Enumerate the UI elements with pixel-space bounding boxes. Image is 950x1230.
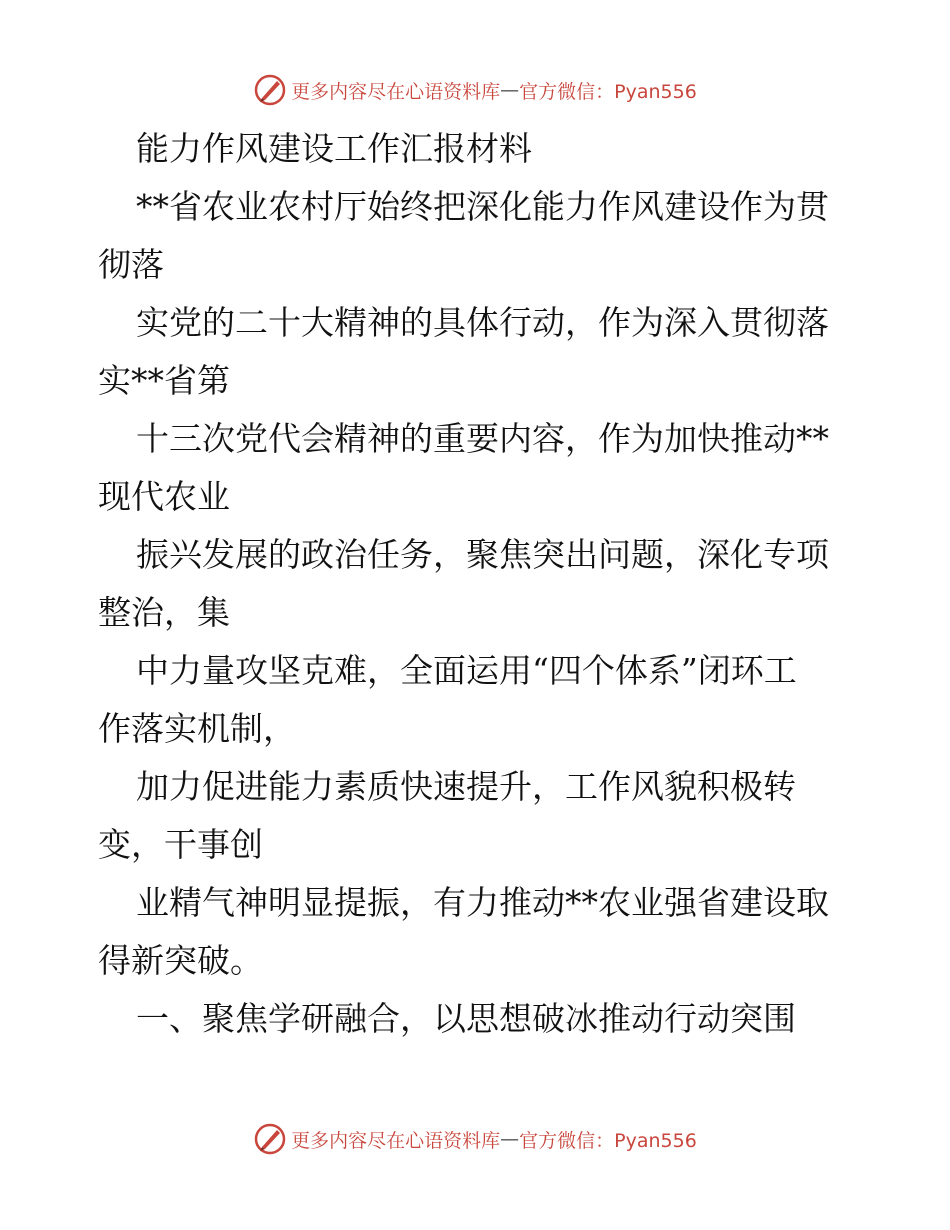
document-line: 实**省第 bbox=[98, 361, 230, 400]
document-line: 加力促进能力素质快速提升，工作风貌积极转 bbox=[136, 767, 796, 806]
document-line: 振兴发展的政治任务，聚焦突出问题，深化专项 bbox=[136, 535, 829, 574]
footer-watermark-banner bbox=[0, 1119, 950, 1159]
document-line: 实党的二十大精神的具体行动，作为深入贯彻落 bbox=[136, 303, 829, 342]
document-line: **省农业农村厅始终把深化能力作风建设作为贯 bbox=[136, 187, 829, 226]
document-line: 业精气神明显提振，有力推动**农业强省建设取 bbox=[136, 883, 829, 922]
banner-contact-text: 官方微信：Pyan556 bbox=[519, 1129, 697, 1152]
document-line: 能力作风建设工作汇报材料 bbox=[136, 129, 532, 168]
header-watermark-banner bbox=[0, 70, 950, 110]
banner-separator: — bbox=[500, 1128, 520, 1150]
document-line: 十三次党代会精神的重要内容，作为加快推动** bbox=[136, 419, 829, 458]
quill-pen-logo-icon bbox=[253, 73, 287, 107]
document-line: 一、聚焦学研融合，以思想破冰推动行动突围 bbox=[136, 999, 796, 1038]
document-line: 整治，集 bbox=[98, 593, 230, 632]
banner-separator: — bbox=[500, 79, 520, 101]
document-line: 现代农业 bbox=[98, 477, 230, 516]
document-line: 作落实机制， bbox=[98, 709, 296, 748]
banner-brand-text: 更多内容尽在心语资料库 bbox=[291, 1129, 501, 1152]
document-line: 彻落 bbox=[98, 245, 164, 284]
document-line: 得新突破。 bbox=[98, 941, 263, 980]
document-line: 中力量攻坚克难，全面运用“四个体系”闭环工 bbox=[136, 651, 797, 690]
banner-contact-text: 官方微信：Pyan556 bbox=[519, 80, 697, 103]
document-body bbox=[98, 120, 858, 1048]
document-line: 变，干事创 bbox=[98, 825, 263, 864]
banner-brand-text: 更多内容尽在心语资料库 bbox=[291, 80, 501, 103]
quill-pen-logo-icon bbox=[253, 1122, 287, 1156]
